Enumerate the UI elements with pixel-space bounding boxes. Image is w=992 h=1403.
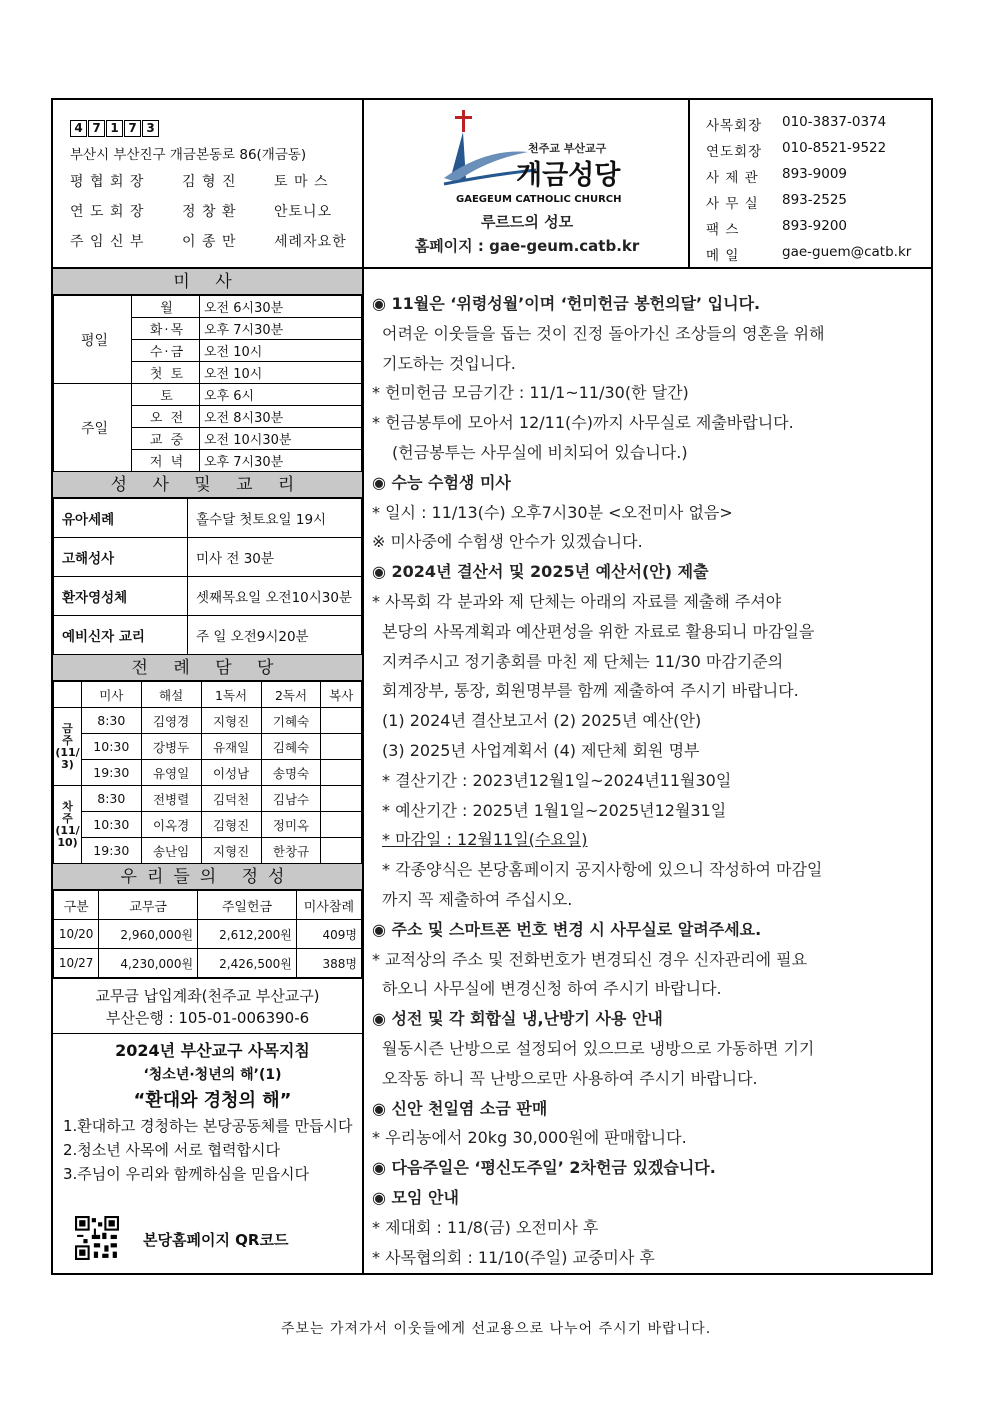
table-row (54, 499, 362, 538)
liturgy-table (53, 681, 362, 864)
cell: 김영경 (141, 708, 201, 734)
mass-day: 오 전 (132, 406, 200, 428)
column-header: 2독서 (261, 682, 321, 708)
logo-english-text: GAEGEUM CATHOLIC CHURCH (456, 194, 622, 205)
person-baptismal-name: 세례자요한 (274, 234, 347, 250)
person-baptismal-name: 토 마 스 (274, 174, 329, 190)
column-header: 복사 (321, 682, 362, 708)
notice-line: * 헌미헌금 모금기간 : 11/1~11/30(한 달간) (372, 383, 689, 403)
cell: 지형진 (201, 708, 261, 734)
mass-table (53, 295, 362, 472)
qr-code-icon[interactable] (75, 1216, 119, 1260)
contact-row (706, 244, 931, 264)
notice-heading: ◉ 주소 및 스마트폰 번호 변경 시 사무실로 알려주세요. (372, 919, 762, 939)
table-row (54, 786, 362, 812)
table-row (54, 812, 362, 838)
mass-time: 오전 6시30분 (200, 296, 362, 318)
person-role: 평 협 회 장 (70, 174, 145, 190)
cell: 388명 (296, 949, 361, 978)
table-row (54, 616, 362, 655)
notices-column (364, 269, 931, 1275)
mass-day: 토 (132, 384, 200, 406)
week-label: 차 주 (11/ 10) (54, 786, 82, 864)
header-left (53, 100, 364, 267)
notice-line: * 우리농에서 20kg 30,000원에 판매합니다. (372, 1128, 687, 1148)
cell: 10/20 (54, 920, 99, 949)
cell: 유영일 (141, 760, 201, 786)
cell: 송난임 (141, 838, 201, 864)
cell: 10/27 (54, 949, 99, 978)
notice-line: 회계장부, 통장, 회원명부를 함께 제출하여 주시기 바랍니다. (382, 681, 799, 701)
notice-line: * 사목협의회 : 11/10(주일) 교중미사 후 (372, 1247, 655, 1267)
notice-line: * 예산기간 : 2025년 1월1일~2025년12월31일 (382, 800, 727, 820)
column-header: 주일헌금 (198, 891, 297, 920)
notice-line: 월동시즌 난방으로 설정되어 있으므로 냉방으로 가동하면 기기 (382, 1038, 815, 1058)
patron-saint: 루르드의 성모 (480, 213, 574, 231)
person-name: 김 형 진 (182, 174, 237, 190)
cell: 유재일 (201, 734, 261, 760)
cell (321, 812, 362, 838)
column-header: 미사 (82, 682, 142, 708)
contact-value: 893-9009 (782, 166, 847, 182)
logo-big-text: 개금성당 (516, 160, 621, 191)
mass-day: 월 (132, 296, 200, 318)
cell: 지형진 (201, 838, 261, 864)
notice-line: * 각종양식은 본당홈페이지 공지사항에 있으니 작성하여 마감일 (382, 860, 823, 880)
cell: 정미옥 (261, 812, 321, 838)
guideline-subtitle: ‘청소년·청년의 해’(1) (143, 1067, 282, 1083)
header (53, 100, 931, 269)
header-logo-area (364, 100, 690, 267)
notice-heading: ◉ 2024년 결산서 및 2025년 예산서(안) 제출 (372, 562, 709, 582)
table-header-row (54, 682, 362, 708)
contact-label: 연도회장 (706, 144, 763, 160)
cell: 4,230,000원 (99, 949, 198, 978)
qr-code-label: 본당홈페이지 QR코드 (143, 1231, 289, 1249)
notice-line: 하오니 사무실에 변경신청 하여 주시기 바랍니다. (382, 979, 722, 999)
cell: 2,426,500원 (198, 949, 297, 978)
cell: 강병두 (141, 734, 201, 760)
cell: 한창규 (261, 838, 321, 864)
table-row (54, 920, 362, 949)
contact-row (706, 114, 931, 134)
account-box (53, 978, 362, 1034)
mass-time: 오전 10시30분 (200, 428, 362, 450)
mass-day: 저 녁 (132, 450, 200, 472)
table-row (54, 577, 362, 616)
notice-line: * 일시 : 11/13(수) 오후7시30분 <오전미사 없음> (372, 502, 733, 522)
person-row (70, 171, 362, 191)
sacrament-time: 미사 전 30분 (188, 538, 362, 577)
table-row (54, 760, 362, 786)
contact-value: 893-2525 (782, 192, 847, 208)
notice-line: * 교적상의 주소 및 전화번호가 변경되신 경우 신자관리에 필요 (372, 949, 808, 969)
notice-heading: ◉ 신안 천일염 소금 판매 (372, 1098, 548, 1118)
liturgy-title: 전 례 담 당 (53, 655, 362, 681)
notice-heading: ◉ 모임 안내 (372, 1187, 459, 1207)
notice-heading: ◉ 11월은 ‘위령성월’이며 ‘헌미헌금 봉헌의달’ 입니다. (372, 294, 761, 313)
mass-time: 오전 8시30분 (200, 406, 362, 428)
sunday-label: 주일 (54, 384, 132, 472)
contact-value: 893-9200 (782, 218, 847, 234)
cell (321, 708, 362, 734)
church-address: 부산시 부산진구 개금본동로 86(개금동) (70, 147, 307, 163)
table-row (54, 708, 362, 734)
table-row (54, 838, 362, 864)
column-header (54, 682, 82, 708)
notice-line: (3) 2025년 사업계획서 (4) 제단체 회원 명부 (382, 740, 700, 760)
mass-day: 화·목 (132, 318, 200, 340)
guideline-item: 2.청소년 사목에 서로 협력합시다 (63, 1141, 280, 1159)
table-row (54, 538, 362, 577)
cell: 김남수 (261, 786, 321, 812)
guideline-item: 3.주님이 우리와 함께하심을 믿읍시다 (63, 1165, 309, 1183)
mass-time: 오후 6시 (200, 384, 362, 406)
notice-line: 까지 꼭 제출하여 주십시오. (382, 889, 573, 909)
contact-label: 메 일 (706, 248, 740, 264)
cell: 김혜숙 (261, 734, 321, 760)
person-row (70, 201, 362, 221)
person-role: 연 도 회 장 (70, 204, 145, 220)
sacraments-title: 성 사 및 교 리 (53, 472, 362, 498)
cell: 송명숙 (261, 760, 321, 786)
notice-line: 지켜주시고 정기총회를 마친 제 단체는 11/30 마감기준의 (382, 651, 784, 671)
guideline-item: 1.환대하고 경청하는 본당공동체를 만듭시다 (63, 1117, 353, 1135)
zip-digit: 7 (124, 120, 141, 137)
notice-line: 어려운 이웃들을 돕는 것이 진정 돌아가신 조상들의 영혼을 위해 (382, 323, 825, 343)
sacrament-name: 예비신자 교리 (54, 616, 188, 655)
logo-small-text: 천주교 부산교구 (528, 142, 607, 155)
notice-line: 오작동 하니 꼭 난방으로만 사용하여 주시기 바랍니다. (382, 1068, 758, 1088)
person-row (70, 231, 362, 251)
contact-row (706, 218, 931, 238)
column-header: 1독서 (201, 682, 261, 708)
contact-label: 사 제 관 (706, 170, 759, 186)
week-label: 금 주 (11/ 3) (54, 708, 82, 786)
cell: 이옥경 (141, 812, 201, 838)
cell (321, 838, 362, 864)
cell: 8:30 (82, 786, 142, 812)
offering-table (53, 890, 362, 978)
contact-label: 사목회장 (706, 118, 763, 134)
person-baptismal-name: 안토니오 (274, 204, 333, 220)
notice-line: 본당의 사목계획과 예산편성을 위한 자료로 활용되니 마감일을 (382, 621, 815, 641)
contact-row (706, 192, 931, 212)
weekday-label: 평일 (54, 296, 132, 384)
column-header: 해설 (141, 682, 201, 708)
sacrament-time: 주 일 오전9시20분 (188, 616, 362, 655)
cell: 김형진 (201, 812, 261, 838)
zip-code (70, 120, 362, 137)
contact-value: 010-8521-9522 (782, 140, 887, 156)
notice-line: * 제대회 : 11/8(금) 오전미사 후 (372, 1217, 599, 1237)
zip-digit: 1 (106, 120, 123, 137)
person-name: 정 창 환 (182, 204, 237, 220)
sacrament-name: 유아세례 (54, 499, 188, 538)
cell: 이성남 (201, 760, 261, 786)
guideline-title: 2024년 부산교구 사목지침 (115, 1041, 310, 1060)
mass-time: 오후 7시30분 (200, 318, 362, 340)
mass-day: 교 중 (132, 428, 200, 450)
notice-line: * 사목회 각 분과와 제 단체는 아래의 자료를 제출해 주셔야 (372, 591, 782, 611)
cell: 기혜숙 (261, 708, 321, 734)
cell (321, 786, 362, 812)
contact-label: 팩 스 (706, 222, 740, 238)
table-row (54, 384, 362, 406)
mass-time: 오후 7시30분 (200, 450, 362, 472)
mass-title: 미 사 (53, 269, 362, 295)
contact-value[interactable]: gae-guem@catb.kr (782, 244, 912, 260)
sacrament-time: 홀수달 첫토요일 19시 (188, 499, 362, 538)
column-header: 구분 (54, 891, 99, 920)
zip-digit: 7 (88, 120, 105, 137)
notice-line: (1) 2024년 결산보고서 (2) 2025년 예산(안) (382, 711, 702, 731)
notice-line: (헌금봉투는 사무실에 비치되어 있습니다.) (392, 442, 688, 462)
mass-time: 오전 10시 (200, 362, 362, 384)
cell: 19:30 (82, 760, 142, 786)
contact-list (690, 100, 931, 267)
sacrament-time: 셋째목요일 오전10시30분 (188, 577, 362, 616)
cell: 전병렬 (141, 786, 201, 812)
table-row (54, 949, 362, 978)
zip-digit: 3 (142, 120, 159, 137)
cell (321, 760, 362, 786)
table-header-row (54, 891, 362, 920)
cell: 김덕천 (201, 786, 261, 812)
cell: 10:30 (82, 812, 142, 838)
cell: 409명 (296, 920, 361, 949)
mass-day: 첫 토 (132, 362, 200, 384)
notice-heading: ◉ 성전 및 각 회합실 냉,난방기 사용 안내 (372, 1009, 663, 1029)
sacraments-table (53, 498, 362, 655)
column-header: 미사참례 (296, 891, 361, 920)
bulletin-frame (51, 98, 933, 1275)
contact-row (706, 140, 931, 160)
table-row (54, 734, 362, 760)
offering-title: 우리들의 정성 (53, 864, 362, 890)
cell: 2,960,000원 (99, 920, 198, 949)
notice-line: 기도하는 것입니다. (382, 353, 516, 373)
zip-digit: 4 (70, 120, 87, 137)
notice-line: ※ 미사중에 수험생 안수가 있겠습니다. (372, 532, 643, 552)
left-column (53, 269, 364, 1275)
sacrament-name: 고해성사 (54, 538, 188, 577)
sacrament-name: 환자영성체 (54, 577, 188, 616)
notice-heading: ◉ 수능 수험생 미사 (372, 472, 511, 492)
notice-line: * 헌금봉투에 모아서 12/11(수)까지 사무실로 제출바랍니다. (372, 413, 794, 433)
cell (321, 734, 362, 760)
cell: 19:30 (82, 838, 142, 864)
contact-label: 사 무 실 (706, 196, 759, 212)
notice-line: * 마감일 : 12월11일(수요일) (382, 830, 588, 850)
contact-row (706, 166, 931, 186)
account-number: 부산은행 : 105-01-006390-6 (105, 1009, 310, 1027)
cell: 10:30 (82, 734, 142, 760)
guideline-motto: “환대와 경청의 해” (133, 1090, 292, 1111)
person-role: 주 임 신 부 (70, 234, 145, 250)
cell: 8:30 (82, 708, 142, 734)
mass-time: 오전 10시 (200, 340, 362, 362)
mass-day: 수·금 (132, 340, 200, 362)
notice-heading: ◉ 다음주일은 ‘평신도주일’ 2차헌금 있겠습니다. (372, 1158, 716, 1178)
person-name: 이 종 만 (182, 234, 237, 250)
account-title: 교무금 납입계좌(천주교 부산교구) (95, 987, 320, 1005)
notice-line: * 결산기간 : 2023년12월1일~2024년11월30일 (382, 770, 732, 790)
contact-value: 010-3837-0374 (782, 114, 887, 130)
column-header: 교무금 (99, 891, 198, 920)
homepage-url[interactable]: 홈페이지 : gae-geum.catb.kr (414, 237, 640, 255)
table-row (54, 296, 362, 318)
cell: 2,612,200원 (198, 920, 297, 949)
footer-note: 주보는 가져가서 이웃들에게 선교용으로 나누어 주시기 바랍니다. (280, 1321, 712, 1337)
church-logo (436, 108, 626, 208)
pastoral-guideline (53, 1034, 362, 1184)
